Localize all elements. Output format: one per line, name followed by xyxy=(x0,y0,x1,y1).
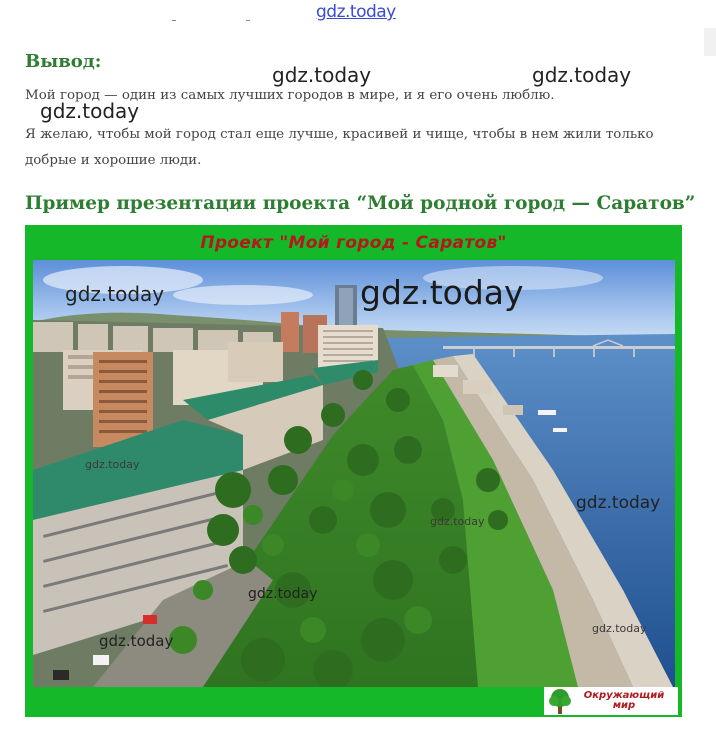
example-heading: Пример презентации проекта “Мой родной город — Саратов” xyxy=(25,193,696,214)
slide-title: Проект "Мой город - Саратов" xyxy=(200,233,507,253)
presentation-slide xyxy=(25,225,682,717)
watermark: gdz.today xyxy=(99,632,174,650)
saratov-city-photo xyxy=(33,260,675,687)
scrollbar-edge xyxy=(704,28,716,56)
tree-icon xyxy=(546,688,574,714)
watermark: gdz.today xyxy=(360,273,524,312)
watermark: gdz.today xyxy=(576,493,661,513)
okruzhayushchiy-mir-logo xyxy=(544,687,678,715)
conclusion-paragraph-1: Мой город — один из самых лучших городов в мире, и я его очень люблю. xyxy=(25,88,555,103)
watermark: gdz.today xyxy=(430,515,485,528)
watermark: gdz.today xyxy=(248,586,318,602)
conclusion-heading: Вывод: xyxy=(25,51,102,72)
watermark: gdz.today xyxy=(40,99,140,123)
conclusion-paragraph-2: Я желаю, чтобы мой город стал еще лучше, красивей и чище, чтобы в нем жили только добрые и хорошие люди. xyxy=(25,127,654,168)
top-cut-artifact xyxy=(160,14,260,22)
watermark: gdz.today xyxy=(272,63,372,87)
logo-text: Окружающий мир xyxy=(583,690,665,711)
top-watermark-link[interactable]: gdz.today xyxy=(316,2,396,22)
watermark: gdz.today xyxy=(532,63,632,87)
watermark: gdz.today xyxy=(65,282,165,306)
watermark: gdz.today xyxy=(85,458,140,471)
watermark: gdz.today xyxy=(592,622,647,635)
